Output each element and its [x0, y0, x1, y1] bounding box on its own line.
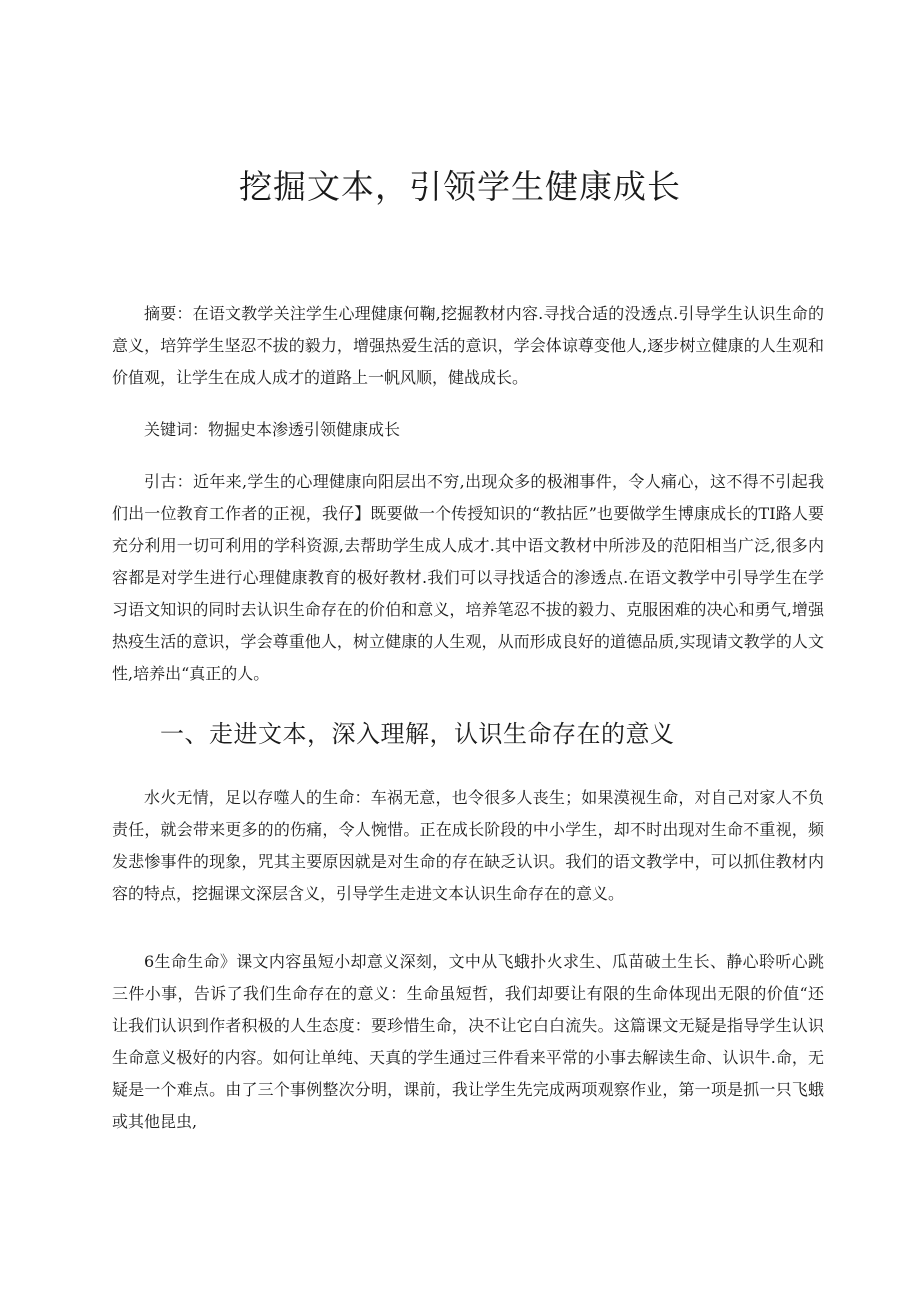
document-title: 挖掘文本，引领学生健康成长 — [239, 167, 681, 206]
keywords-paragraph: 关键词：物掘史本渗透引领健康成长 — [144, 420, 401, 439]
abstract-paragraph: 摘要：在语文教学关注学生心理健康何鞠,挖掘教材内容.寻找合适的没透点.引导学生认识生命的意义，培笄学生坚忍不拔的毅力，增强热爱生活的意识，学会体谅尊变他人,逐步树立健康的人生观和价值观，让学生在成人成才的道路上一帆风顺，健战成长。 — [112, 304, 824, 387]
section-1-paragraph-1: 水火无情，足以存噬人的生命：车祸无意，也令很多人丧生；如果漠视生命，对自己对家人不负责任，就会带来更多的的伤痛，令人惋惜。正在成长阶段的中小学生，却不时出现对生命不重视，频发悲惨事件的现象，咒其主要原因就是对生命的存在缺乏认识。我们的语文教学中，可以抓住教材内容的特点，挖掘课文深层含义，引导学生走进文本认识生命存在的意义。 — [112, 788, 824, 903]
section-1-paragraph-2: 6生命生命》课文内容虽短小却意义深刻，文中从飞蛾扑火求生、瓜苗破土生长、静心聆听心跳三件小事，告诉了我们生命存在的意义：生命虽短哲，我们却要让有限的生命体现出无限的价值“还让我们认识到作者积极的人生态度：要珍惜生命，决不让它白白流失。这篇课文无疑是指导学生认识生命意义极好的内容。如何让单纯、天真的学生通过三件看来平常的小事去解读生命、认识牛.命，无疑是一个难点。由了三个事例整次分明，课前，我让学生先完成两项观察作业，第一项是抓一只飞蛾或其他昆虫, — [112, 952, 824, 1131]
section-1-heading: 一、走进文本，深入理解，认识生命存在的意义 — [160, 720, 675, 748]
introduction-paragraph: 引古：近年来,学生的心理健康向阳层出不穷,出现众多的极湘事件，令人痛心，这不得不引起我们出一位教育工作者的正视，我仔】既要做一个传授知识的“教拈匠”也要做学生博康成长的TI路人要充分利用一切可利用的学科资源,去帮助学生成人成才.其中语文教材中所涉及的范阳相当广泛,很多内容都是对学生进行心理健康教育的极好教材.我们可以寻找适合的渗透点.在语文教学中引导学生在学习语文知识的同时去认识生命存在的价伯和意义，培养笔忍不拔的毅力、克服困难的决心和勇气,增强热疫生活的意识，学会尊重他人，树立健康的人生观，从而形成良好的道德品质,实现请文教学的人文性,培养出“真正的人。 — [112, 472, 824, 683]
